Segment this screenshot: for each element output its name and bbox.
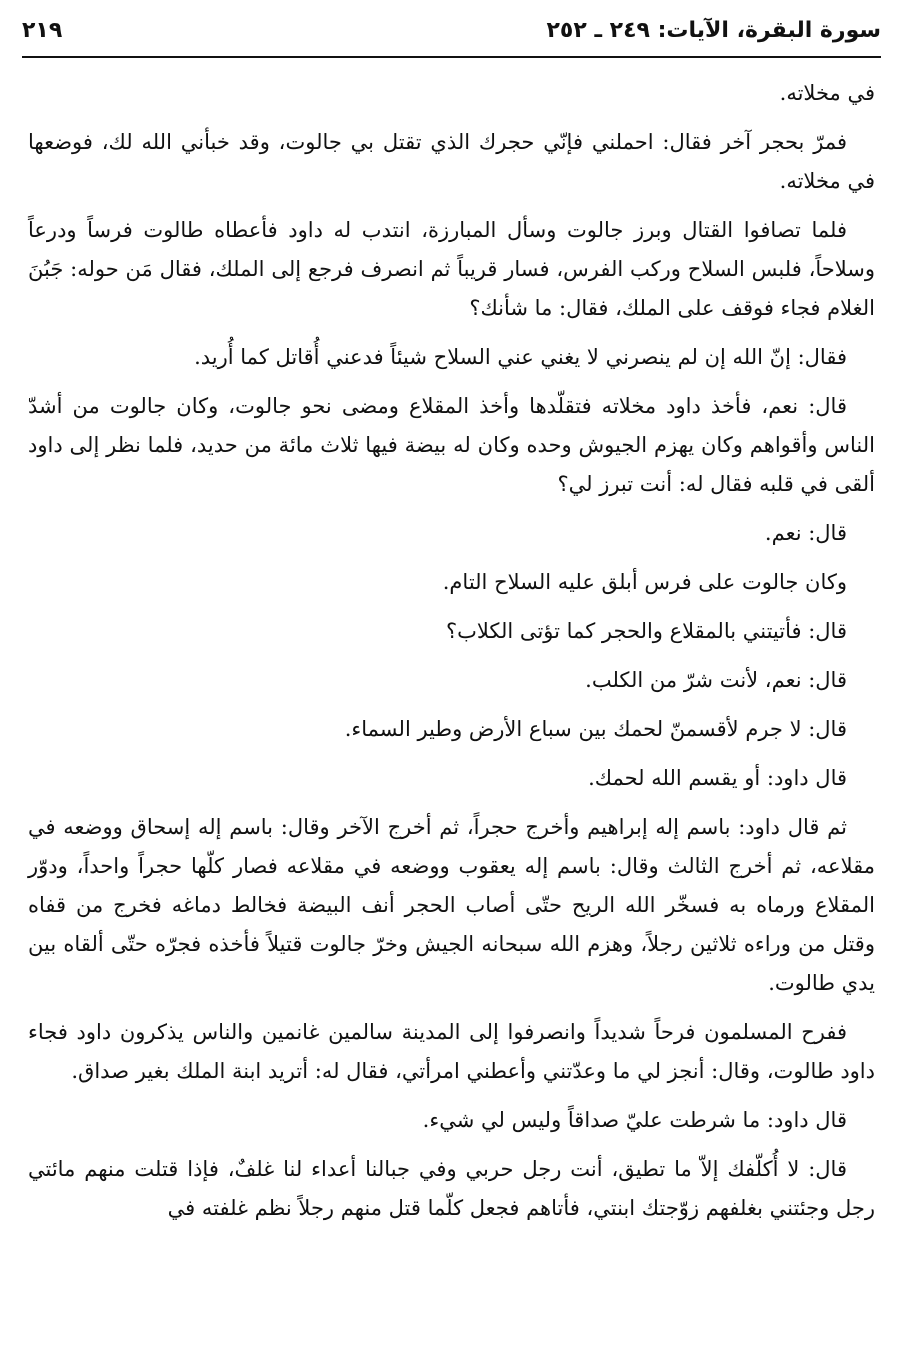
paragraph-7: وكان جالوت على فرس أبلق عليه السلاح التام.: [442, 570, 847, 594]
paragraph-14: قال داود: ما شرطت عليّ صداقاً وليس لي شيء.: [422, 1108, 847, 1132]
paragraph-11: قال داود: أو يقسم الله لحمك.: [588, 766, 847, 790]
paragraph-3: فلما تصافوا القتال وبرز جالوت وسأل المبارزة، انتدب له داود فأعطاه طالوت فرساً ودرعاً وسلاحاً، فلبس السلاح وركب الفرس، فسار قريباً ثم انصرف فرجع إلى الملك، فقال مَن حوله: جَبُنَ الغلام فجاء فوقف على الملك، فقال: ما شأنك؟: [28, 218, 875, 320]
paragraph-9: قال: نعم، لأنت شرّ من الكلب.: [585, 668, 847, 692]
page-header: [22, 14, 881, 56]
paragraph-15: قال: لا أُكلّفك إلاّ ما تطيق، أنت رجل حربي وفي جبالنا أعداء لنا غلفٌ، فإذا قتلت منهم مائتي رجل وجئتني بغلفهم زوّجتك ابنتي، فأتاهم فجعل كلّما قتل منهم رجلاً نظم غلفته في: [28, 1157, 875, 1220]
paragraph-13: ففرح المسلمون فرحاً شديداً وانصرفوا إلى المدينة سالمين غانمين والناس يذكرون داود فجاء داود طالوت، وقال: أنجز لي ما وعدّتني وأعطني امرأتي، فقال له: أتريد ابنة الملك بغير صداق.: [28, 1020, 875, 1083]
paragraph-1: في مخلاته.: [779, 81, 875, 105]
paragraph-8: قال: فأتيتني بالمقلاع والحجر كما تؤتى الكلاب؟: [445, 619, 847, 643]
page-number: ٢١٩: [22, 18, 63, 43]
paragraph-2: فمرّ بحجر آخر فقال: احملني فإنّي حجرك الذي تقتل بي جالوت، وقد خبأني الله لك، فوضعها في مخلاته.: [28, 130, 875, 193]
paragraph-6: قال: نعم.: [764, 521, 847, 545]
paragraph-10: قال: لا جرم لأقسمنّ لحمك بين سباع الأرض وطير السماء.: [344, 717, 847, 741]
paragraph-5: قال: نعم، فأخذ داود مخلاته فتقلّدها وأخذ المقلاع ومضى نحو جالوت، وكان جالوت من أشدّ الناس وأقواهم وكان يهزم الجيوش وحده وكان له بيضة فيها ثلاث مائة من حديد، فلما نظر إلى داود ألقى في قلبه فقال له: أنت تبرز لي؟: [28, 394, 875, 496]
header-rule: [22, 56, 881, 58]
page-body: [28, 74, 875, 1238]
paragraph-12: ثم قال داود: باسم إله إبراهيم وأخرج حجراً، ثم أخرج الآخر وقال: باسم إله إسحاق ووضعه في مقلاعه، ثم أخرج الثالث وقال: باسم إله يعقوب ووضعه في مقلاعه فصار كلّها حجراً واحداً، ودوّر المقلاع ورماه به فسخّر الله الريح حتّى أصاب الحجر أنف البيضة فخالط دماغه فخرج من قفاه وقتل من وراءه ثلاثين رجلاً، وهزم الله سبحانه الجيش وخرّ جالوت قتيلاً فأخذه فجرّه حتّى ألقاه بين يدي طالوت.: [28, 815, 875, 995]
paragraph-4: فقال: إنّ الله إن لم ينصرني لا يغني عني السلاح شيئاً فدعني أُقاتل كما أُريد.: [194, 345, 847, 369]
running-title: سورة البقرة، الآيات: ٢٤٩ ـ ٢٥٢: [546, 18, 881, 43]
